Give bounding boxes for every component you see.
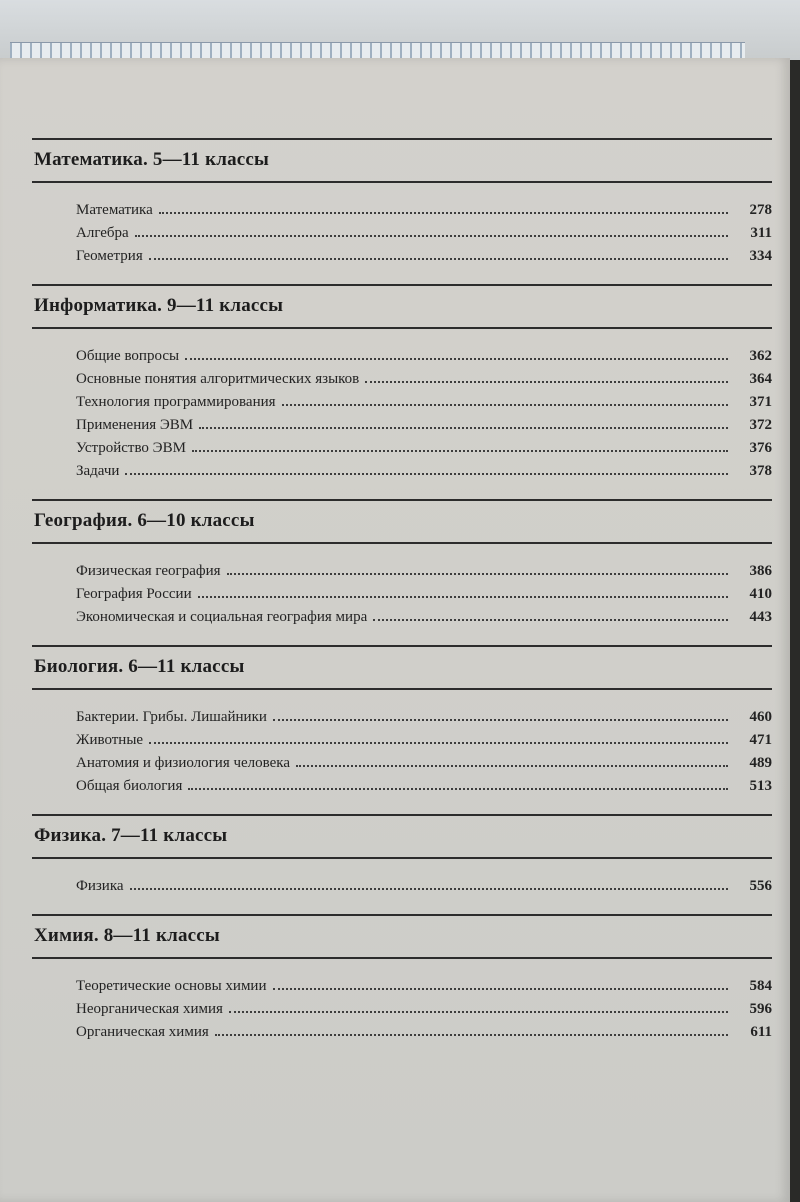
entry-page-number: 334: [749, 248, 772, 264]
section-entries: [32, 690, 772, 814]
dot-leader: [365, 381, 728, 383]
toc-entry: [76, 199, 772, 222]
entry-page-number: 443: [749, 609, 772, 625]
entry-title: Устройство ЭВМ: [76, 440, 186, 456]
dot-leader: [215, 1034, 728, 1036]
entry-page-number: 584: [749, 978, 772, 994]
dot-leader: [130, 888, 728, 890]
dot-leader: [149, 742, 728, 744]
dot-leader: [227, 573, 729, 575]
entry-page-number: 489: [749, 755, 772, 771]
dot-leader: [125, 473, 728, 475]
entry-title: Математика: [76, 202, 153, 218]
entry-page-number: 364: [749, 371, 772, 387]
entry-title: Органическая химия: [76, 1024, 209, 1040]
entry-page-number: 556: [749, 878, 772, 894]
entry-title: Технология программирования: [76, 394, 276, 410]
entry-title: Основные понятия алгоритмических языков: [76, 371, 360, 387]
dot-leader: [273, 719, 728, 721]
toc-entry: [76, 245, 772, 268]
entry-page-number: 611: [750, 1024, 772, 1040]
entry-title: Бактерии. Грибы. Лишайники: [76, 709, 267, 725]
toc-entry: [76, 729, 772, 752]
entry-page-number: 362: [749, 348, 772, 364]
dot-leader: [135, 235, 728, 237]
entry-page-number: 378: [749, 463, 772, 479]
entry-page-number: 386: [749, 563, 772, 579]
toc-entry: [76, 706, 772, 729]
section-heading: Биология. 6—11 классы: [34, 656, 245, 677]
dot-leader: [149, 258, 728, 260]
dot-leader: [282, 404, 728, 406]
dot-leader: [296, 765, 728, 767]
entry-page-number: 371: [749, 394, 772, 410]
toc-entry: [76, 345, 772, 368]
entry-title: Общая биология: [76, 778, 183, 794]
entry-title: Экономическая и социальная география мира: [76, 609, 368, 625]
section-entries: [32, 959, 772, 1060]
toc-entry: [76, 222, 772, 245]
toc-section-biology: [32, 645, 772, 814]
dot-leader: [185, 358, 728, 360]
table-of-contents: [32, 138, 772, 1060]
toc-section-chemistry: [32, 914, 772, 1060]
toc-entry: [76, 875, 772, 898]
entry-page-number: 278: [749, 202, 772, 218]
entry-page-number: 513: [749, 778, 772, 794]
entry-title: Общие вопросы: [76, 348, 180, 364]
section-entries: [32, 544, 772, 645]
dot-leader: [273, 988, 729, 990]
entry-page-number: 372: [749, 417, 772, 433]
toc-entry: [76, 606, 772, 629]
entry-title: Физическая география: [76, 563, 221, 579]
dot-leader: [199, 427, 728, 429]
section-heading: Химия. 8—11 классы: [34, 925, 220, 946]
entry-title: Анатомия и физиология человека: [76, 755, 291, 771]
toc-entry: [76, 391, 772, 414]
toc-section-geography: [32, 499, 772, 645]
toc-section-informatics: [32, 284, 772, 499]
section-entries: [32, 329, 772, 499]
dot-leader: [198, 596, 728, 598]
entry-page-number: 376: [749, 440, 772, 456]
toc-entry: [76, 998, 772, 1021]
section-heading: География. 6—10 классы: [34, 510, 255, 531]
entry-title: География России: [76, 586, 192, 602]
toc-entry: [76, 975, 772, 998]
entry-page-number: 471: [749, 732, 772, 748]
toc-entry: [76, 583, 772, 606]
toc-section-mathematics: [32, 138, 772, 284]
toc-entry: [76, 368, 772, 391]
entry-page-number: 596: [749, 1001, 772, 1017]
toc-entry: [76, 1021, 772, 1044]
entry-title: Алгебра: [76, 225, 129, 241]
entry-title: Задачи: [76, 463, 120, 479]
toc-entry: [76, 437, 772, 460]
toc-entry: [76, 752, 772, 775]
section-heading: Информатика. 9—11 классы: [34, 295, 284, 316]
toc-entry: [76, 414, 772, 437]
entry-title: Геометрия: [76, 248, 143, 264]
dot-leader: [192, 450, 728, 452]
dot-leader: [373, 619, 728, 621]
entry-title: Физика: [76, 878, 124, 894]
book-page: [0, 58, 790, 1202]
toc-entry: [76, 460, 772, 483]
dot-leader: [229, 1011, 728, 1013]
entry-title: Животные: [76, 732, 144, 748]
entry-page-number: 311: [750, 225, 772, 241]
section-heading: Математика. 5—11 классы: [34, 149, 270, 170]
section-heading: Физика. 7—11 классы: [34, 825, 228, 846]
entry-title: Неорганическая химия: [76, 1001, 223, 1017]
entry-title: Применения ЭВМ: [76, 417, 194, 433]
entry-page-number: 410: [749, 586, 772, 602]
dot-leader: [159, 212, 728, 214]
toc-entry: [76, 560, 772, 583]
section-entries: [32, 183, 772, 284]
entry-page-number: 460: [749, 709, 772, 725]
entry-title: Теоретические основы химии: [76, 978, 267, 994]
section-entries: [32, 859, 772, 914]
toc-section-physics: [32, 814, 772, 914]
toc-entry: [76, 775, 772, 798]
dot-leader: [188, 788, 728, 790]
